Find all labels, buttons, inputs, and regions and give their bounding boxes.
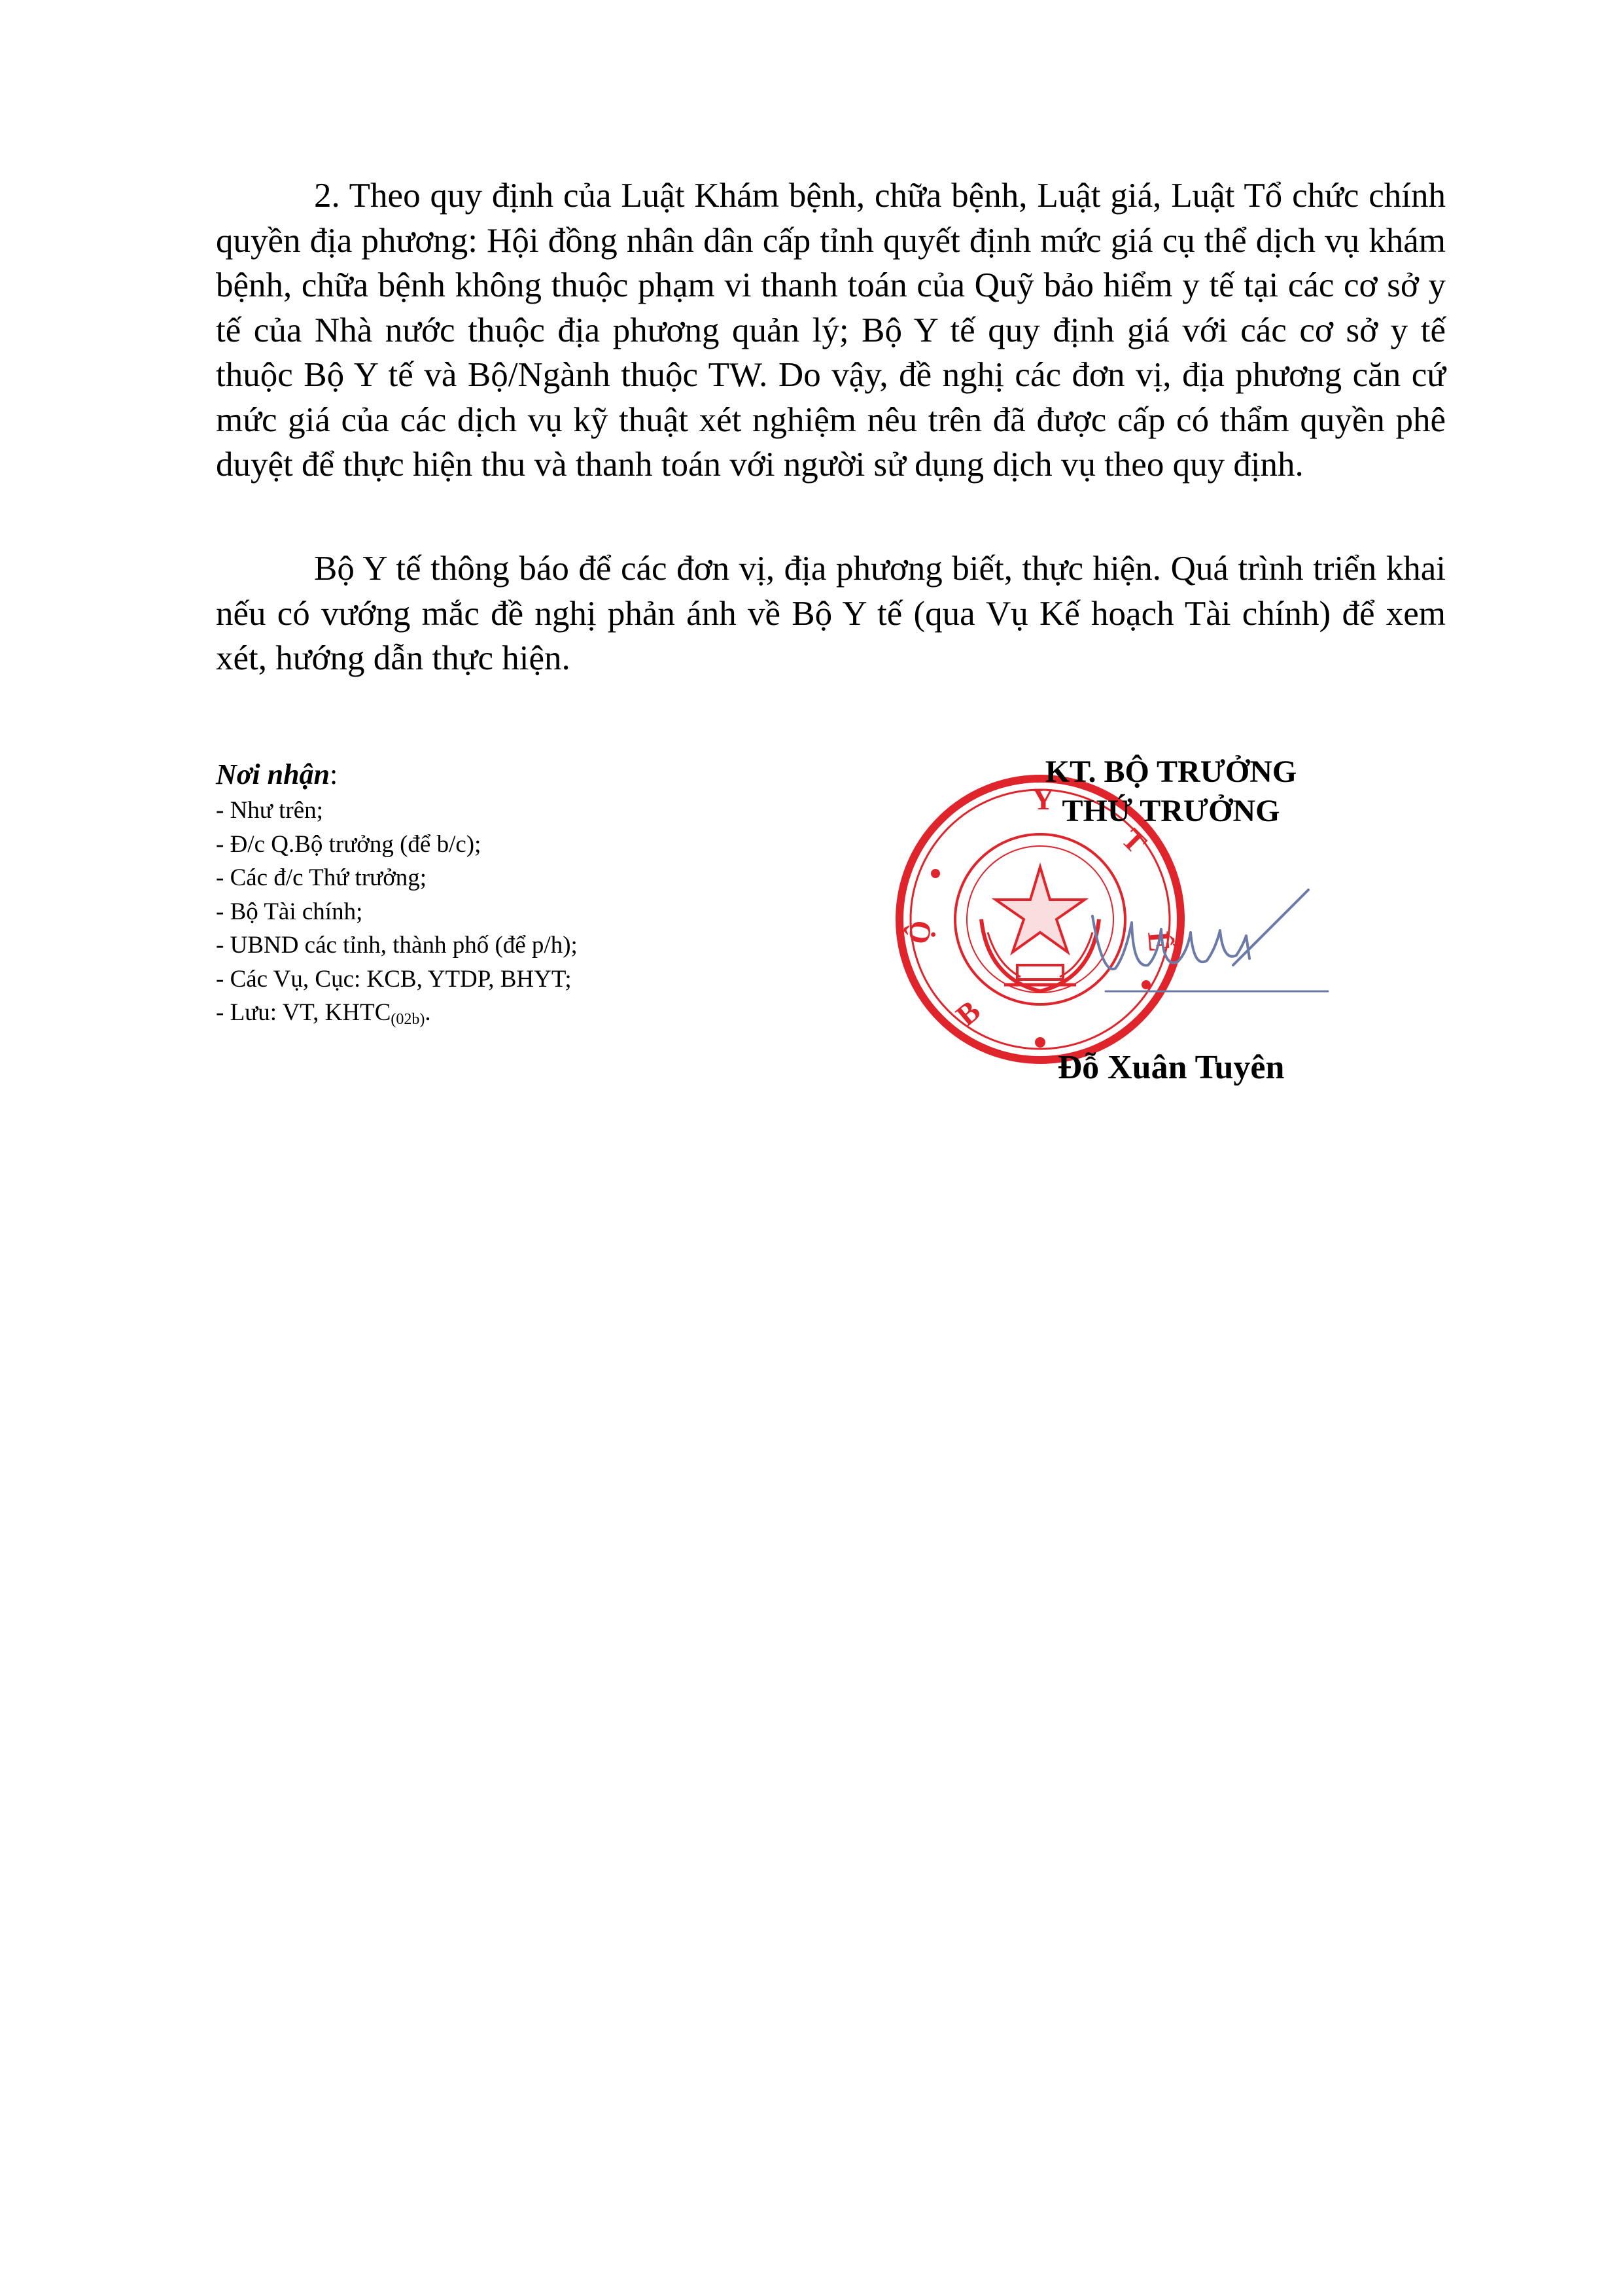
recipients-heading-label: Nơi nhận	[216, 758, 330, 790]
archive-count: (02b)	[391, 1011, 425, 1028]
recipient-item: - Các Vụ, Cục: KCB, YTDP, BHYT;	[216, 965, 572, 993]
body-paragraph-2: Bộ Y tế thông báo để các đơn vị, địa phương biết, thực hiện. Quá trình triển khai nếu có vướng mắc đề nghị phản ánh về Bộ Y tế (qua Vụ Kế hoạch Tài chính) để xem xét, hướng dẫn thực hiện.	[216, 550, 1446, 677]
svg-text:Y: Y	[1032, 783, 1055, 816]
recipients-block	[216, 756, 805, 1037]
recipients-heading-colon: :	[330, 758, 338, 790]
body-paragraph-1: 2. Theo quy định của Luật Khám bệnh, chữa bệnh, Luật giá, Luật Tổ chức chính quyền địa phương: Hội đồng nhân dân cấp tỉnh quyết định mức giá cụ thể dịch vụ khám bệnh, chữa bệnh không thuộc phạm vi thanh toán của Quỹ bảo hiểm y tế tại các cơ sở y tế của Nhà nước thuộc địa phương quản lý; Bộ Y tế quy định giá với các cơ sở y tế thuộc Bộ Y tế và Bộ/Ngành thuộc TW. Do vậy, đề nghị các đơn vị, địa phương căn cứ mức giá của các dịch vụ kỹ thuật xét nghiệm nêu trên đã được cấp có thẩm quyền phê duyệt để thực hiện thu và thanh toán với người sử dụng dịch vụ theo quy định.	[216, 177, 1446, 484]
signature-block	[942, 752, 1465, 1119]
recipient-item: - Bộ Tài chính;	[216, 898, 363, 925]
svg-text:Ộ: Ộ	[901, 917, 939, 947]
signer-name: Đỗ Xuân Tuyên	[1057, 1049, 1285, 1086]
recipient-item-archive	[216, 996, 805, 1037]
recipient-item: - Các đ/c Thứ trưởng;	[216, 864, 427, 891]
svg-text:B: B	[949, 993, 986, 1033]
signer-title-primary: KT. BỘ TRƯỞNG	[1045, 754, 1297, 789]
archive-label: - Lưu: VT, KHTC	[216, 999, 391, 1026]
recipient-item: - Như trên;	[216, 797, 323, 824]
archive-suffix: .	[425, 999, 431, 1026]
recipient-item: - UBND các tỉnh, thành phố (để p/h);	[216, 932, 578, 959]
svg-text:Ế: Ế	[1142, 930, 1177, 953]
signer-title-secondary: THỨ TRƯỞNG	[1062, 794, 1280, 828]
recipient-item: - Đ/c Q.Bộ trưởng (để b/c);	[216, 830, 481, 858]
recipients-list	[216, 794, 805, 1037]
recipients-heading	[216, 756, 805, 794]
svg-text:T: T	[1115, 822, 1153, 860]
